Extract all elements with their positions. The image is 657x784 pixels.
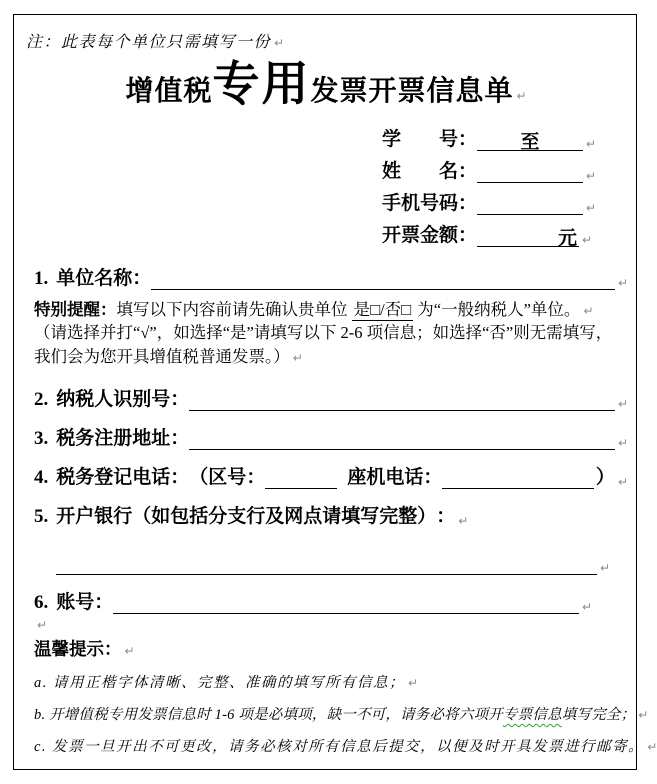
tip-item-a: a. 请用正楷字体清晰、完整、准确的填写所有信息； ↵ xyxy=(34,675,419,691)
bank-blank[interactable] xyxy=(56,551,597,575)
student-id-range-word: 至 xyxy=(520,132,540,153)
unit-name-blank[interactable] xyxy=(151,266,615,290)
amount-label: 开票金额 xyxy=(382,225,459,246)
title-prefix: 增值税 xyxy=(125,76,213,107)
section-tax-address: 3. 税务注册地址 ： ↵ xyxy=(34,423,628,450)
mobile-row xyxy=(382,183,598,215)
paragraph-mark-icon: ↵ xyxy=(617,397,628,411)
name-colon: ： xyxy=(458,161,478,182)
section-unit-name: 1. 单位名称 ： ↵ xyxy=(34,263,628,290)
section-number: 6. xyxy=(34,592,49,613)
area-code-label: 区号 xyxy=(208,467,247,488)
document-title xyxy=(24,61,628,109)
paragraph-mark-icon: ↵ xyxy=(599,561,610,575)
bank-blank-row xyxy=(56,554,610,575)
paragraph-mark-icon: ↵ xyxy=(408,676,419,690)
section-tax-phone: 4. 税务登记电话 ： （ 区号 ： 座机电话 ： ） ↵ xyxy=(34,462,628,489)
reminder-paren-note: （请选择并打“√”，如选择“是”请填写以下 2-6 项信息；如选择“否”则无需填写，我们会为您开具增值税普通发票。） xyxy=(34,323,613,366)
special-reminder xyxy=(34,298,626,368)
page-border xyxy=(13,14,657,770)
tip-item-b: b. 开增值税专用发票信息时 1-6 项是必填项，缺一不可，请务必将六项开专票信息填写完全； ↵ xyxy=(34,707,649,723)
student-id-blank[interactable] xyxy=(477,127,583,151)
paragraph-mark-icon: ↵ xyxy=(617,475,628,489)
student-id-row xyxy=(382,119,598,151)
landline-label: 座机电话 xyxy=(347,467,424,488)
paragraph-mark-icon: ↵ xyxy=(274,36,285,50)
paragraph-mark-icon: ↵ xyxy=(617,436,628,450)
taxpayer-id-label: 纳税人识别号 xyxy=(56,389,171,410)
paragraph-mark-icon: ↵ xyxy=(638,708,649,722)
tips-heading: 温馨提示： ↵ xyxy=(34,639,135,659)
tax-phone-label: 税务登记电话 xyxy=(56,467,171,488)
section-number: 2. xyxy=(34,389,49,410)
account-blank[interactable] xyxy=(113,590,579,614)
name-blank[interactable] xyxy=(477,159,583,183)
paragraph-mark-icon: ↵ xyxy=(586,169,597,183)
paragraph-mark-icon: ↵ xyxy=(458,514,469,528)
mobile-label: 手机号码 xyxy=(382,193,459,214)
paragraph-mark-icon: ↵ xyxy=(37,618,48,632)
name-row xyxy=(382,151,598,183)
section-bank: 5. 开户银行（如包括分支行及网点请填写完整） ： ↵ xyxy=(34,501,628,528)
section-number: 1. xyxy=(34,268,49,289)
paragraph-mark-icon: ↵ xyxy=(583,304,594,318)
section-number: 3. xyxy=(34,428,49,449)
top-note-text: 注：此表每个单位只需填写一份 xyxy=(26,34,272,51)
student-id-colon: ： xyxy=(458,129,478,150)
student-id-label: 学 号 xyxy=(382,129,458,150)
empty-paragraph xyxy=(34,616,628,632)
paragraph-mark-icon: ↵ xyxy=(586,201,597,215)
bank-label: 开户银行（如包括分支行及网点请填写完整） xyxy=(56,506,437,527)
taxpayer-yes-no-checkboxes[interactable]: 是□/否□ xyxy=(353,300,412,319)
mobile-colon: ： xyxy=(458,193,478,214)
paragraph-mark-icon: ↵ xyxy=(647,740,657,754)
tip-item-c: c. 发票一旦开出不可更改，请务必核对所有信息后提交，以便及时开具发票进行邮寄。 ↵ xyxy=(34,739,657,755)
paragraph-mark-icon: ↵ xyxy=(581,600,592,614)
amount-blank[interactable] xyxy=(477,223,579,247)
section-taxpayer-id: 2. 纳税人识别号 ： ↵ xyxy=(34,384,628,411)
paragraph-mark-icon: ↵ xyxy=(292,350,303,365)
landline-blank[interactable] xyxy=(442,465,594,489)
title-suffix: 发票开票信息单 xyxy=(310,76,514,107)
title-emphasis: 专用 xyxy=(212,59,311,111)
name-label: 姓 名 xyxy=(382,161,458,182)
paragraph-mark-icon: ↵ xyxy=(582,233,593,247)
paragraph-mark-icon: ↵ xyxy=(617,276,628,290)
paren-open: （ xyxy=(189,467,209,488)
amount-colon: ： xyxy=(458,225,478,246)
paren-close: ） xyxy=(595,467,615,488)
amount-row xyxy=(382,215,598,247)
reminder-heading: 特别提醒： xyxy=(34,300,117,319)
contact-block xyxy=(382,119,598,247)
paragraph-mark-icon: ↵ xyxy=(586,137,597,151)
amount-unit: 元 xyxy=(558,228,578,249)
spellcheck-marked-text: 专票信息 xyxy=(502,707,562,723)
section-number: 4. xyxy=(34,467,49,488)
area-code-blank[interactable] xyxy=(265,465,336,489)
tax-address-label: 税务注册地址 xyxy=(56,428,171,449)
unit-name-label: 单位名称 xyxy=(56,268,133,289)
reminder-text-after: 为“一般纳税人”单位。 xyxy=(413,300,581,319)
section-number: 5. xyxy=(34,506,49,527)
paragraph-mark-icon: ↵ xyxy=(124,644,135,658)
tax-address-blank[interactable] xyxy=(189,426,615,450)
top-note xyxy=(26,29,628,53)
account-label: 账号 xyxy=(56,592,95,613)
paragraph-mark-icon: ↵ xyxy=(516,89,527,103)
taxpayer-id-blank[interactable] xyxy=(189,387,615,411)
mobile-blank[interactable] xyxy=(477,191,583,215)
reminder-text-before: 填写以下内容前请先确认贵单位 xyxy=(116,300,352,319)
section-account: 6. 账号 ： ↵ xyxy=(34,587,592,614)
